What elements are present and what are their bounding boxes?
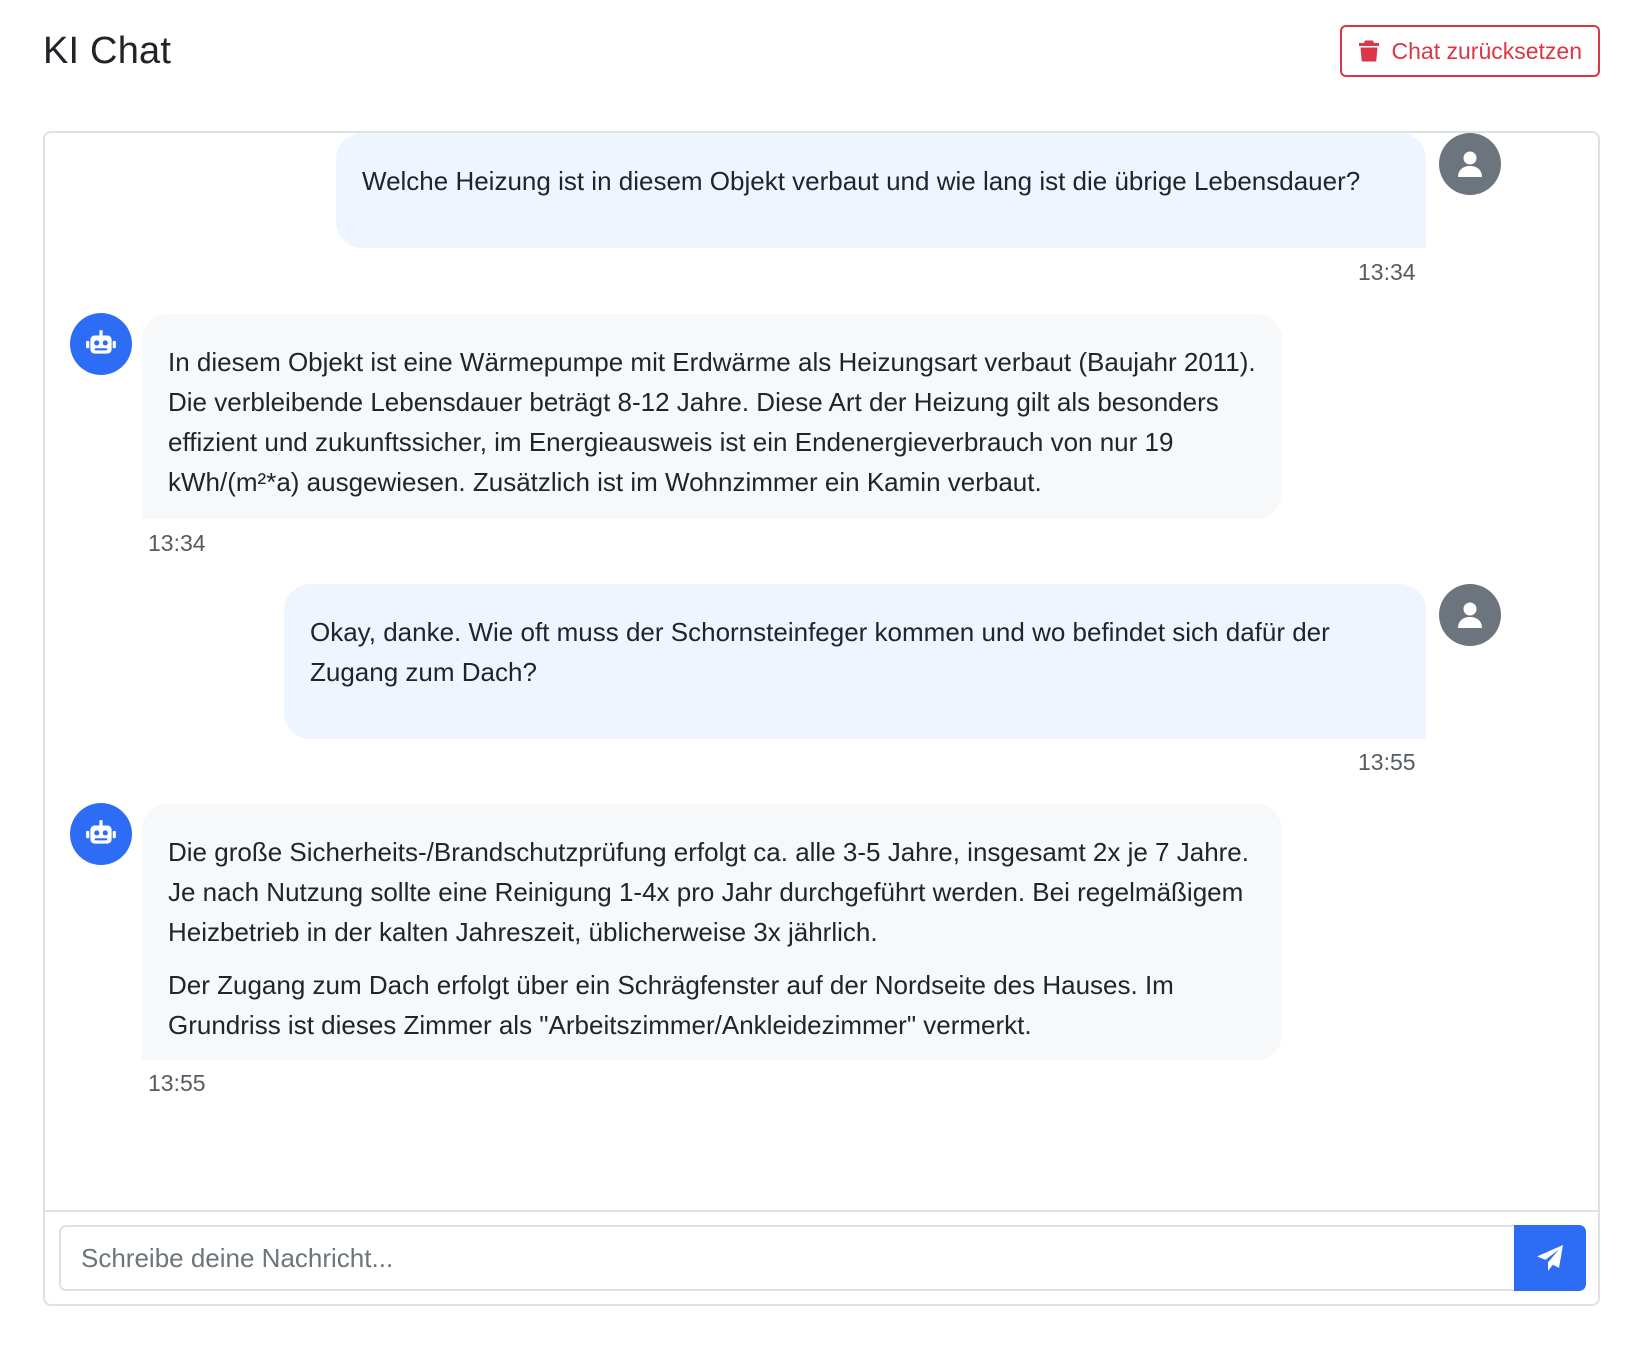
robot-icon [84, 817, 118, 851]
message-list[interactable] [45, 133, 1598, 1210]
message-text: Welche Heizung ist in diesem Objekt verbaut und wie lang ist die übrige Lebensdauer? [362, 166, 1361, 196]
message-input[interactable] [59, 1225, 1514, 1291]
send-button[interactable] [1514, 1225, 1586, 1291]
header [43, 24, 1600, 78]
reset-chat-label: Chat zurücksetzen [1391, 37, 1582, 64]
user-message-bubble [336, 133, 1426, 248]
user-avatar [1439, 133, 1501, 195]
message-text: Die große Sicherheits-/Brandschutzprüfung erfolgt ca. alle 3-5 Jahre, insgesamt 2x je 7 Jahre. Je nach Nutzung sollte eine Reinigung 1-4x pro Jahr durchgeführt werden. Bei regelmäßigem Heizbetrieb in der kalten Jahreszeit, üblicherweise 3x jährlich. [168, 837, 1249, 947]
user-icon [1455, 149, 1485, 179]
composer-divider [45, 1210, 1598, 1212]
message-text: Der Zugang zum Dach erfolgt über ein Schrägfenster auf der Nordseite des Hauses. Im Grundriss ist dieses Zimmer als "Arbeitszimmer/Ankleidezimmer" vermerkt. [168, 970, 1174, 1040]
user-icon [1455, 600, 1485, 630]
user-message-bubble [284, 584, 1426, 739]
message-timestamp: 13:34 [148, 530, 206, 556]
chat-card [43, 131, 1600, 1306]
message-timestamp: 13:34 [1358, 259, 1416, 285]
message-text: In diesem Objekt ist eine Wärmepumpe mit Erdwärme als Heizungsart verbaut (Baujahr 2011). Die verbleibende Lebensdauer beträgt 8-12 Jahre. Diese Art der Heizung gilt als besonders effizient und zukunftssicher, im Energieausweis ist ein Endenergieverbrauch von nur 19 kWh/(m²*a) ausgewiesen. Zusätzlich ist im Wohnzimmer ein Kamin verbaut. [168, 347, 1256, 497]
user-avatar [1439, 584, 1501, 646]
reset-chat-button[interactable] [1340, 25, 1600, 77]
message-text: Okay, danke. Wie oft muss der Schornsteinfeger kommen und wo befindet sich dafür der Zugang zum Dach? [310, 617, 1330, 687]
bot-message-bubble [142, 804, 1282, 1060]
message-timestamp: 13:55 [1358, 749, 1416, 775]
bot-avatar [70, 803, 132, 865]
page-title: KI Chat [43, 29, 172, 72]
message-timestamp: 13:55 [148, 1070, 206, 1096]
trash-icon [1358, 39, 1380, 63]
robot-icon [84, 327, 118, 361]
composer [59, 1225, 1586, 1291]
bot-avatar [70, 313, 132, 375]
bot-message-bubble [142, 314, 1282, 519]
paper-plane-icon [1535, 1243, 1565, 1273]
